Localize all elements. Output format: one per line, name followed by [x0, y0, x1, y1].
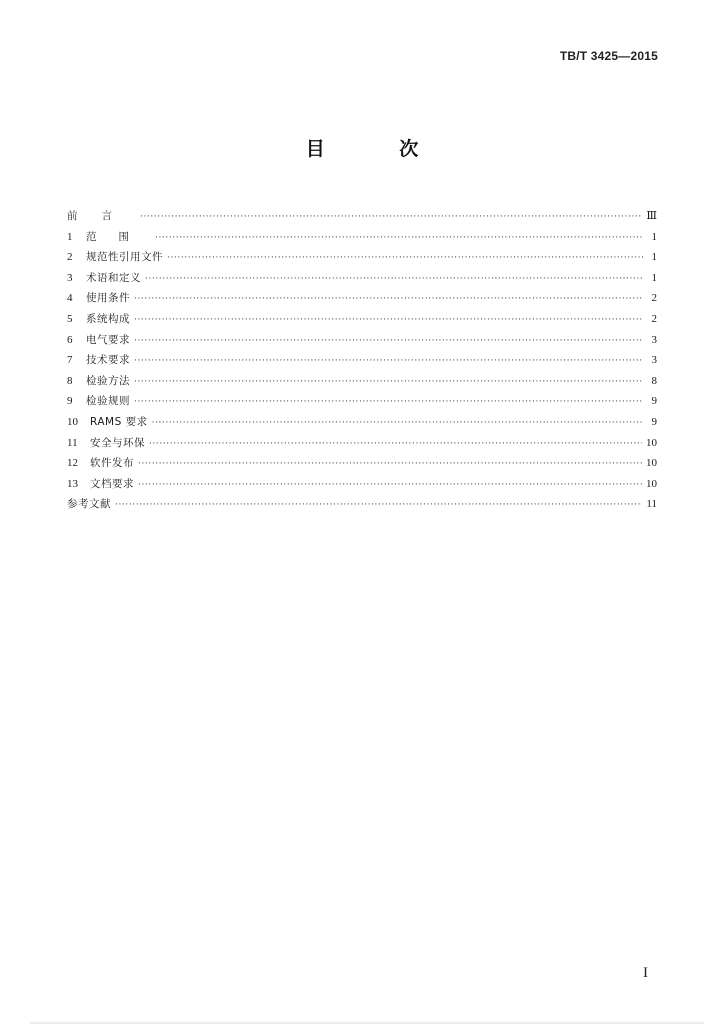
toc-leader-dots — [134, 310, 643, 331]
toc-leader-dots — [134, 289, 643, 310]
toc-leader-dots — [145, 269, 643, 290]
toc-leader-dots — [138, 475, 642, 496]
toc-entry-11[interactable] — [67, 433, 657, 454]
toc-leader-dots — [155, 228, 643, 249]
toc-entry-page: 1 — [651, 271, 657, 284]
toc-entry-3[interactable] — [67, 268, 657, 289]
toc-entry-13[interactable] — [67, 474, 657, 495]
toc-leader-dots — [167, 248, 643, 269]
toc-entry-2[interactable] — [67, 247, 657, 268]
toc-entry-7[interactable] — [67, 350, 657, 371]
toc-entry-label: 使用条件 — [86, 292, 130, 305]
toc-entry-4[interactable] — [67, 288, 657, 309]
toc-entry-page: 10 — [646, 457, 657, 470]
toc-entry-6[interactable] — [67, 330, 657, 351]
toc-entry-bibliography[interactable] — [67, 494, 657, 515]
toc-entry-page: 10 — [646, 436, 657, 449]
toc-leader-dots — [140, 207, 642, 228]
toc-entry-label: 参考文献 — [67, 498, 111, 511]
toc-entry-label: RAMS 要求 — [90, 415, 148, 428]
toc-entry-8[interactable] — [67, 371, 657, 392]
toc-entry-10[interactable] — [67, 412, 657, 433]
toc-entry-foreword[interactable] — [67, 206, 657, 227]
toc-leader-dots — [152, 413, 643, 434]
toc-leader-dots — [134, 372, 643, 393]
toc-entry-page: 1 — [651, 230, 657, 243]
toc-entry-number: 8 — [67, 374, 73, 387]
toc-entry-page: 9 — [651, 415, 657, 428]
toc-leader-dots — [134, 392, 643, 413]
toc-entry-number: 5 — [67, 312, 73, 325]
toc-entry-page: Ⅲ — [646, 210, 657, 222]
toc-entry-label: 软件发布 — [90, 457, 134, 470]
toc-entry-page: 3 — [651, 354, 657, 367]
toc-entry-number: 6 — [67, 333, 73, 346]
toc-entry-number: 11 — [67, 436, 78, 449]
toc-leader-dots — [134, 331, 643, 352]
toc-entry-label: 安全与环保 — [90, 436, 145, 449]
standard-code: TB/T 3425—2015 — [559, 49, 658, 63]
toc-leader-dots — [149, 434, 642, 455]
table-of-contents — [67, 206, 657, 515]
toc-entry-number: 12 — [67, 457, 78, 470]
toc-entry-number: 3 — [67, 271, 73, 284]
toc-entry-number: 13 — [67, 477, 78, 490]
toc-entry-number: 1 — [67, 230, 73, 243]
toc-leader-dots — [138, 454, 642, 475]
toc-entry-label: 术语和定义 — [86, 271, 141, 284]
toc-entry-1[interactable] — [67, 227, 657, 248]
toc-entry-label: 规范性引用文件 — [86, 251, 163, 264]
toc-entry-number: 7 — [67, 354, 73, 367]
toc-entry-page: 8 — [651, 374, 657, 387]
toc-entry-label: 检验方法 — [86, 374, 130, 387]
toc-entry-page: 11 — [646, 498, 657, 511]
toc-entry-page: 2 — [651, 312, 657, 325]
toc-leader-dots — [115, 495, 642, 516]
toc-entry-page: 10 — [646, 477, 657, 490]
toc-entry-label: 系统构成 — [86, 312, 130, 325]
toc-entry-page: 3 — [651, 333, 657, 346]
toc-entry-label: 电气要求 — [86, 333, 130, 346]
toc-entry-5[interactable] — [67, 309, 657, 330]
toc-entry-12[interactable] — [67, 453, 657, 474]
toc-entry-label: 范围 — [86, 230, 151, 243]
toc-entry-label: 技术要求 — [86, 354, 130, 367]
toc-entry-9[interactable] — [67, 391, 657, 412]
toc-entry-number: 9 — [67, 395, 73, 408]
toc-entry-number: 10 — [67, 415, 78, 428]
toc-entry-page: 1 — [651, 251, 657, 264]
toc-entry-number: 4 — [67, 292, 73, 305]
toc-entry-label: 检验规则 — [86, 395, 130, 408]
toc-title: 目 次 — [305, 138, 453, 160]
toc-entry-label: 文档要求 — [90, 477, 134, 490]
toc-entry-page: 2 — [651, 292, 657, 305]
toc-entry-number: 2 — [67, 251, 73, 264]
toc-entry-page: 9 — [651, 395, 657, 408]
toc-leader-dots — [134, 351, 643, 372]
toc-entry-label: 前言 — [67, 210, 136, 222]
page-number: I — [643, 965, 648, 981]
